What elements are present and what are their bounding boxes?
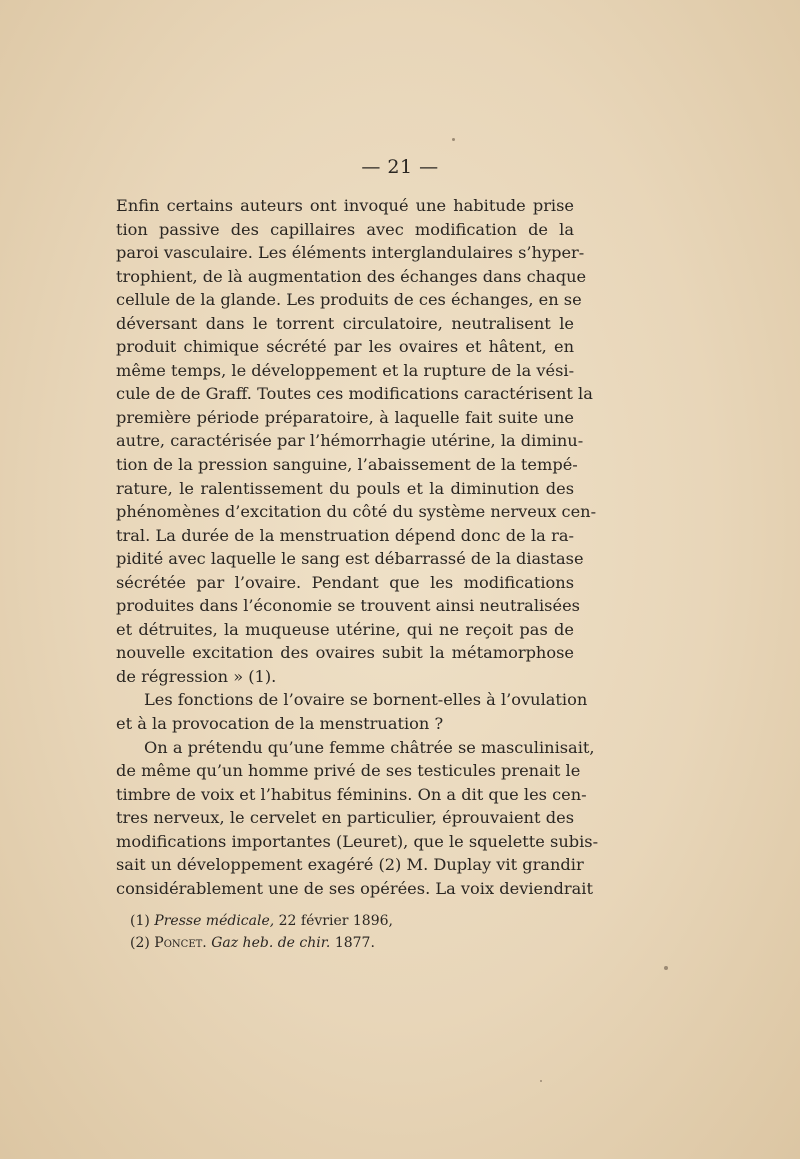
footnotes: [130, 910, 393, 954]
text-line: produites dans l’économie se trouvent ainsi neutralisées: [116, 596, 580, 616]
body-text: [116, 194, 599, 900]
footnote-marker: (2): [130, 935, 150, 951]
paper-speck: [664, 966, 668, 970]
text-line: timbre de voix et l’habitus féminins. On a dit que les cen-: [116, 784, 587, 804]
text-line: sécrétée par l’ovaire. Pendant que les modifications: [116, 572, 574, 592]
text-line: pidité avec laquelle le sang est débarrassé de la diastase: [116, 549, 584, 569]
text-line: et détruites, la muqueuse utérine, qui ne reçoit pas de: [116, 619, 574, 639]
footnote-2: [130, 932, 393, 954]
text-line: phénomènes d’excitation du côté du système nerveux cen-: [116, 502, 597, 522]
text-line: Les fonctions de l’ovaire se bornent-elles à l’ovulation: [144, 690, 588, 710]
text-line: et à la provocation de la menstruation ?: [116, 714, 444, 734]
text-line: nouvelle excitation des ovaires subit la métamorphose: [116, 643, 574, 663]
text-line: autre, caractérisée par l’hémorrhagie utérine, la diminu-: [116, 431, 584, 451]
text-line: paroi vasculaire. Les éléments interglandulaires s’hyper-: [116, 243, 585, 263]
text-line: déversant dans le torrent circulatoire, neutralisent le: [116, 313, 574, 333]
footnote-source: Gaz heb. de chir.: [211, 935, 331, 951]
footnote-source: Presse médicale,: [154, 913, 275, 929]
text-line: sait un développement exagéré (2) M. Duplay vit grandir: [116, 855, 584, 875]
text-line: tral. La durée de la menstruation dépend donc de la ra-: [116, 525, 574, 545]
text-line: cule de de Graff. Toutes ces modifications caractérisent la: [116, 384, 593, 404]
page-number: — 21 —: [361, 156, 439, 178]
text-line: tion passive des capillaires avec modification de la: [116, 219, 574, 239]
footnote-detail: 22 février 1896,: [274, 913, 393, 929]
paper-speck: [452, 138, 455, 141]
text-line: cellule de la glande. Les produits de ces échanges, en se: [116, 290, 582, 310]
text-line: considérablement une de ses opérées. La voix deviendrait: [116, 878, 593, 898]
footnote-1: [130, 910, 393, 932]
text-line: produit chimique sécrété par les ovaires et hâtent, en: [116, 337, 574, 357]
text-line: Enfin certains auteurs ont invoqué une habitude prise: [116, 196, 574, 215]
text-line: de régression » (1).: [116, 666, 277, 686]
text-line: trophient, de là augmentation des échanges dans chaque: [116, 266, 587, 286]
footnote-marker: (1): [130, 913, 150, 929]
paper-speck: [540, 1080, 542, 1082]
text-line: tion de la pression sanguine, l’abaissement de la tempé-: [116, 455, 578, 475]
text-line: première période préparatoire, à laquelle fait suite une: [116, 407, 574, 427]
footnote-author: Poncet.: [154, 935, 207, 951]
text-line: même temps, le développement et la rupture de la vési-: [116, 360, 575, 380]
text-line: modifications importantes (Leuret), que le squelette subis-: [116, 831, 599, 851]
text-line: de même qu’un homme privé de ses testicules prenait le: [116, 761, 581, 781]
footnote-detail: 1877.: [330, 935, 375, 951]
text-line: rature, le ralentissement du pouls et la diminution des: [116, 478, 574, 498]
text-line: tres nerveux, le cervelet en particulier, éprouvaient des: [116, 808, 574, 828]
text-line: On a prétendu qu’une femme châtrée se masculinisait,: [144, 737, 595, 757]
